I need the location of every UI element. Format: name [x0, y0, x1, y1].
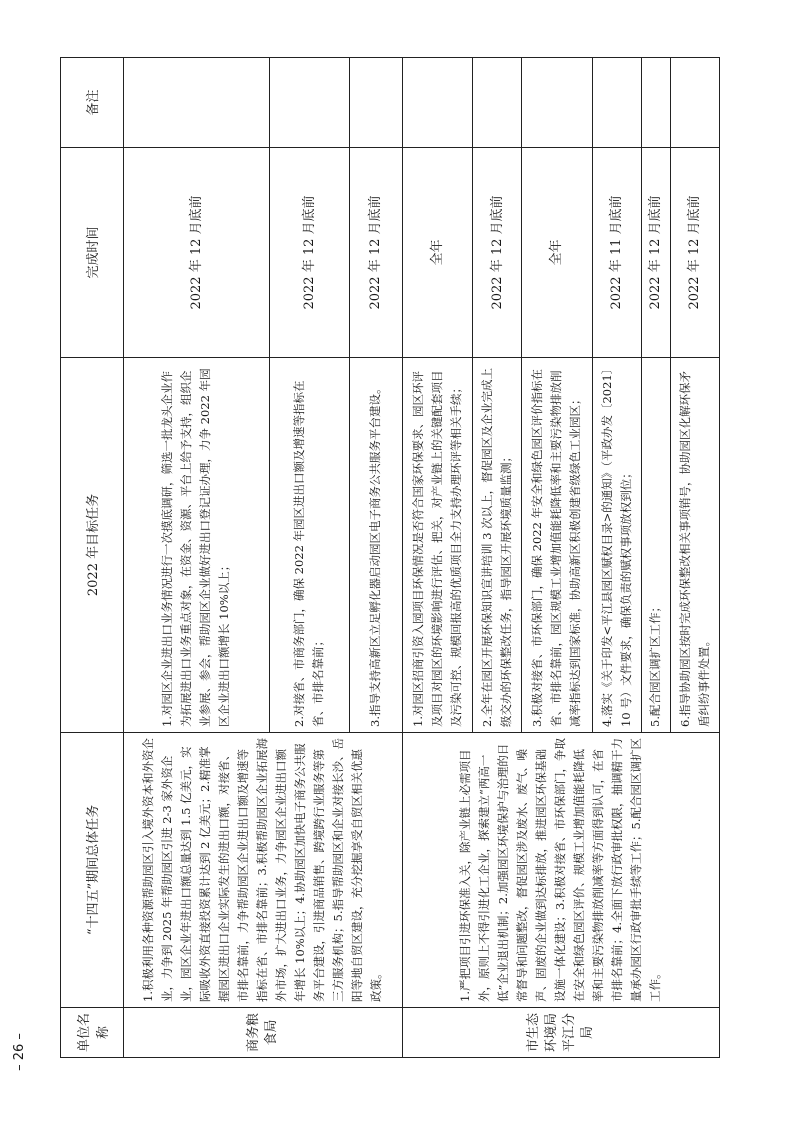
target-environment-5: 5.配合园区调扩区工作；: [641, 358, 670, 733]
page-number: [12, 1022, 52, 1082]
remark-cell: [472, 58, 521, 148]
header-remark: 备注: [61, 58, 124, 148]
deadline-environment-5: 2022 年 12 月底前: [641, 148, 670, 358]
deadline-environment-1: 全年: [402, 148, 472, 358]
deadline-environment-3: 全年: [522, 148, 592, 358]
unit-commerce: 商务粮食局: [123, 1008, 402, 1058]
document-page: [60, 58, 720, 1058]
header-unit: 单位名称: [61, 1008, 124, 1058]
table-row: [402, 58, 472, 1058]
unit-environment: 市生态环境局平江分局: [402, 1008, 719, 1058]
remark-cell: [402, 58, 472, 148]
target-commerce-2: 2.对接省、市商务部门，确保 2022 年园区进出口额及增速等指标在省、市排名靠前；: [270, 358, 349, 733]
deadline-commerce-2: 2022 年 12 月底前: [270, 148, 349, 358]
target-commerce-1: 1.对园区企业进出口业务情况进行一次摸底调研，筛选一批龙头企业作为拓展进出口业务重点对象，在资金、资源、平台上给予支持，组织企业参展、参会，帮助园区企业做好进出口登记证办理，力争 2022 年园区企业进出口额增长 10%以上；: [123, 358, 270, 733]
remark-cell: [123, 58, 270, 148]
rotated-table-wrapper: [60, 58, 720, 1058]
target-environment-4: 4.落实《关于印发<平江县园区赋权目录>的通知》（平政办发〔2021〕10 号）文件要求，确保负责的赋权事项放权到位；: [592, 358, 641, 733]
remark-cell: [641, 58, 670, 148]
target-environment-3: 3.积极对接省、市环保部门，确保 2022 年安全和绿色园区评价指标在省、市排名靠前，园区规模工业增加值能耗降低率和主要污染物排放削减率指标达到国家标准，协助高新区积极创建省级绿色工业园区；: [522, 358, 592, 733]
target-environment-1: 1.对园区招商引资入园项目环保情况是否符合国家环保要求、园区环评及项目对园区的环境影响进行评估、把关，对产业链上的关键配套项目及污染可控、规模回报高的优质项目全力支持办理环评等相关手续；: [402, 358, 472, 733]
remark-cell: [522, 58, 592, 148]
page-number-text: – 26 –: [12, 1033, 27, 1071]
five-year-environment: 1.严把项目引进环保准入关，除产业链上必需项目外，原则上不得引进化工企业，探索建立“两高一低”企业退出机制；2.加强园区环境保护与治理的日常督导和问题整改，督促园区涉及废水、废气、噪声、固废的企业做到达标排放，推进园区环保基础设施一体化建设；3.积极对接省、市环保部门，争取在安全和绿色园区评价、规模工业增加值能耗降低率和主要污染物排放削减率等方面得到认可，在省市排名靠前；4.全面下放行政审批权限，抽调精干力量承办园区行政审批手续等工作；5.配合园区调扩区工作。: [402, 733, 719, 1008]
remark-cell: [270, 58, 349, 148]
deadline-commerce-3: 2022 年 12 月底前: [349, 148, 402, 358]
remark-cell: [670, 58, 720, 148]
deadline-environment-4: 2022 年 11 月底前: [592, 148, 641, 358]
remark-cell: [592, 58, 641, 148]
deadline-environment-2: 2022 年 12 月底前: [472, 148, 521, 358]
header-target: 2022 年目标任务: [61, 358, 124, 733]
deadline-commerce-1: 2022 年 12 月底前: [123, 148, 270, 358]
header-five-year: “十四五”期间总体任务: [61, 733, 124, 1008]
target-environment-6: 6.指导协助园区按时完成环保整改相关事项销号，协助园区化解环保矛盾纠纷事件处置。: [670, 358, 720, 733]
five-year-commerce: 1.积极利用各种资源帮助园区引入境外资本和外资企业，力争到 2025 年帮助园区引进 2-3 家外资企业，园区企业年进出口额总量达到 1.5 亿美元，实际吸收外资直接投资累计达到 2 亿美元；2.精准掌握园区进出口企业实际发生的进出口额，对接省、市排名靠前，力争帮助园区企业进出口额及增速等指标在省、市排名靠前；3.积极帮助园区企业拓展海外市场，扩大进出口业务，力争园区企业进出口额年增长 10%以上；4.协助园区加快电子商务公共服务平台建设，引进商品销售、跨境跨行业服务等第三方服务机构；5.指导帮助园区和企业对接长沙、岳阳等地自贸区建设，充分挖掘享受自贸区相关优惠政策。: [123, 733, 402, 1008]
header-deadline: 完成时间: [61, 148, 124, 358]
target-commerce-3: 3.指导支持高新区立足孵化器启动园区电子商务公共服务平台建设。: [349, 358, 402, 733]
table-row: [123, 58, 270, 1058]
header-row: [61, 58, 124, 1058]
remark-cell: [349, 58, 402, 148]
task-table: [60, 57, 720, 1058]
target-environment-2: 2.全年在园区开展环保知识宣讲培训 3 次以上，督促园区及企业完成上级交办的环保整改任务，指导园区开展环境质量监测；: [472, 358, 521, 733]
deadline-environment-6: 2022 年 12 月底前: [670, 148, 720, 358]
